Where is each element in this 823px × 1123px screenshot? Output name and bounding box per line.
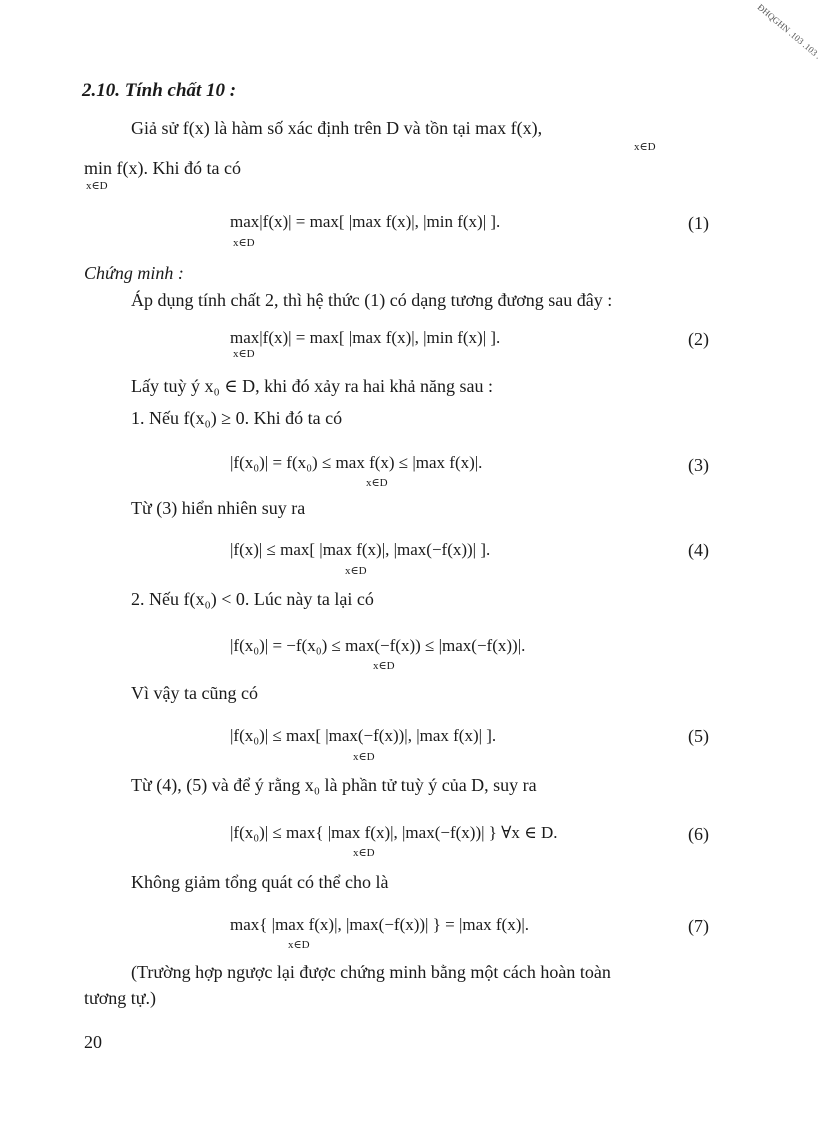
intro-subscript-2: x∈D (86, 180, 108, 192)
equation-5: |f(x₀)| ≤ max[ |max(−f(x))|, |max f(x)| ]. (230, 726, 497, 745)
library-stamp: ĐHQGHN .103 .103 . (755, 2, 823, 61)
equation-3-subscript: x∈D (366, 477, 388, 489)
page-number: 20 (84, 1032, 102, 1052)
case-2-line: 2. Nếu f(x₀) < 0. Lúc này ta lại có (131, 589, 374, 609)
equation-2: max|f(x)| = max[ |max f(x)|, |min f(x)| ]. (230, 328, 501, 347)
case-1-line: 1. Nếu f(x₀) ≥ 0. Khi đó ta có (131, 408, 343, 428)
equation-4: |f(x)| ≤ max[ |max f(x)|, |max(−f(x))| ]. (230, 540, 491, 559)
equation-7: max{ |max f(x)|, |max(−f(x))| } = |max f(x)|. (230, 915, 530, 934)
from-4-5-line: Từ (4), (5) và để ý rằng x₀ là phần tử tuỳ ý của D, suy ra (131, 775, 537, 795)
from-3-line: Từ (3) hiển nhiên suy ra (131, 498, 306, 518)
equation-6-number: (6) (688, 824, 709, 844)
section-heading: 2.10. Tính chất 10 : (82, 80, 237, 101)
equation-1: max|f(x)| = max[ |max f(x)|, |min f(x)| ]. (230, 212, 501, 231)
intro-subscript-1: x∈D (634, 141, 656, 153)
intro-line-2: min f(x). Khi đó ta có (84, 158, 241, 178)
equation-3: |f(x₀)| = f(x₀) ≤ max f(x) ≤ |max f(x)|. (230, 453, 483, 472)
equation-2-number: (2) (688, 329, 709, 349)
equation-7-number: (7) (688, 916, 709, 936)
take-line: Lấy tuỳ ý x₀ ∈ D, khi đó xảy ra hai khả năng sau : (131, 376, 494, 396)
so-line: Vì vậy ta cũng có (131, 683, 258, 703)
equation-2-subscript: x∈D (233, 348, 255, 360)
equation-4-number: (4) (688, 540, 709, 560)
wlog-line: Không giảm tổng quát có thể cho là (131, 872, 389, 892)
apply-line: Áp dụng tính chất 2, thì hệ thức (1) có dạng tương đương sau đây : (131, 290, 613, 310)
proof-heading: Chứng minh : (84, 263, 184, 283)
equation-case-2: |f(x₀)| = −f(x₀) ≤ max(−f(x)) ≤ |max(−f(x))|. (230, 636, 526, 655)
equation-6-subscript: x∈D (353, 847, 375, 859)
closing-line-1: (Trường hợp ngược lại được chứng minh bằng một cách hoàn toàn (131, 962, 611, 982)
equation-5-number: (5) (688, 726, 709, 746)
closing-line-2: tương tự.) (84, 988, 157, 1008)
equation-5-subscript: x∈D (353, 751, 375, 763)
equation-4-subscript: x∈D (345, 565, 367, 577)
equation-1-number: (1) (688, 213, 709, 233)
equation-6: |f(x₀)| ≤ max{ |max f(x)|, |max(−f(x))| } ∀x ∈ D. (230, 823, 558, 842)
equation-case-2-subscript: x∈D (373, 660, 395, 672)
equation-7-subscript: x∈D (288, 939, 310, 951)
equation-3-number: (3) (688, 455, 709, 475)
equation-1-subscript: x∈D (233, 237, 255, 249)
intro-line-1: Giả sử f(x) là hàm số xác định trên D và tồn tại max f(x), (131, 118, 543, 138)
